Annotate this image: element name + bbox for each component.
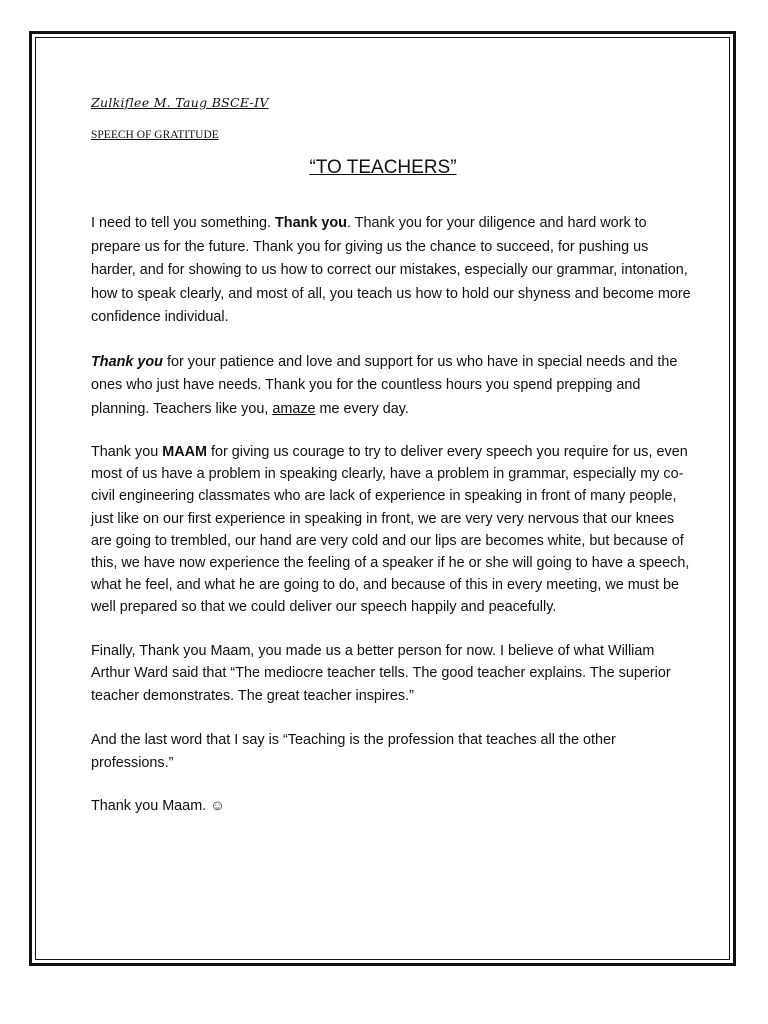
paragraph-2-end: me every day. xyxy=(315,400,409,417)
paragraph-1 xyxy=(91,212,691,330)
speech-document xyxy=(91,92,691,819)
paragraph-5: And the last word that I say is “Teaching is the profession that teaches all the other professions.” xyxy=(91,732,616,771)
paragraph-4: Finally, Thank you Maam, you made us a better person for now. I believe of what William Arthur Ward said that “The mediocre teacher tells. The good teacher explains. The superior teacher demonstrates. The great teacher inspires.” xyxy=(91,642,671,704)
paragraph-2-underlined: amaze xyxy=(272,400,316,417)
paragraph-1-intro: I need to tell you something. xyxy=(91,215,275,231)
paragraph-3-bold: MAAM xyxy=(162,444,207,460)
paragraph-3-intro: Thank you xyxy=(91,444,163,460)
closing-line: Thank you Maam. ☺ xyxy=(91,798,225,815)
paragraph-3-rest: for giving us courage to try to deliver every speech you require for us, even most of us have a problem in speaking clearly, have a problem in grammar, especially my co-civil engineering classmates who are lack of experience in speaking in front of many people, just like on our first experience in speaking in front, we are very very nervous that our knees are going to trembled, our hand are very cold and our lips are becomes white, but because of this, we have now experience the feeling of a speaker if he or she will going to have a speech, what he feel, and what he are going to do, and because of this in every meeting, we must be well prepared so that we could deliver our speech happily and peacefully. xyxy=(91,444,690,616)
document-subtitle: SPEECH OF GRATITUDE xyxy=(91,129,219,141)
paragraph-1-bold: Thank you xyxy=(275,215,347,231)
paragraph-3 xyxy=(91,441,691,619)
author-line: Zulkiflee M. Taug BSCE-IV xyxy=(91,95,269,110)
document-title: “TO TEACHERS” xyxy=(309,157,457,178)
paragraph-2 xyxy=(91,351,691,422)
paragraph-2-rest: for your patience and love and support for us who have in special needs and the ones who just have needs. Thank you for the countless hours you spend prepping and planning. Teachers like you, xyxy=(91,353,678,417)
paragraph-1-rest: . Thank you for your diligence and hard work to prepare us for the future. Thank you for giving us the chance to succeed, for pushing us harder, and for showing to us how to correct our mistakes, especially our grammar, intonation, how to speak clearly, and most of all, you teach us how to hold our shyness and become more confidence individual. xyxy=(91,215,691,325)
paragraph-2-bold-italic: Thank you xyxy=(91,353,163,370)
